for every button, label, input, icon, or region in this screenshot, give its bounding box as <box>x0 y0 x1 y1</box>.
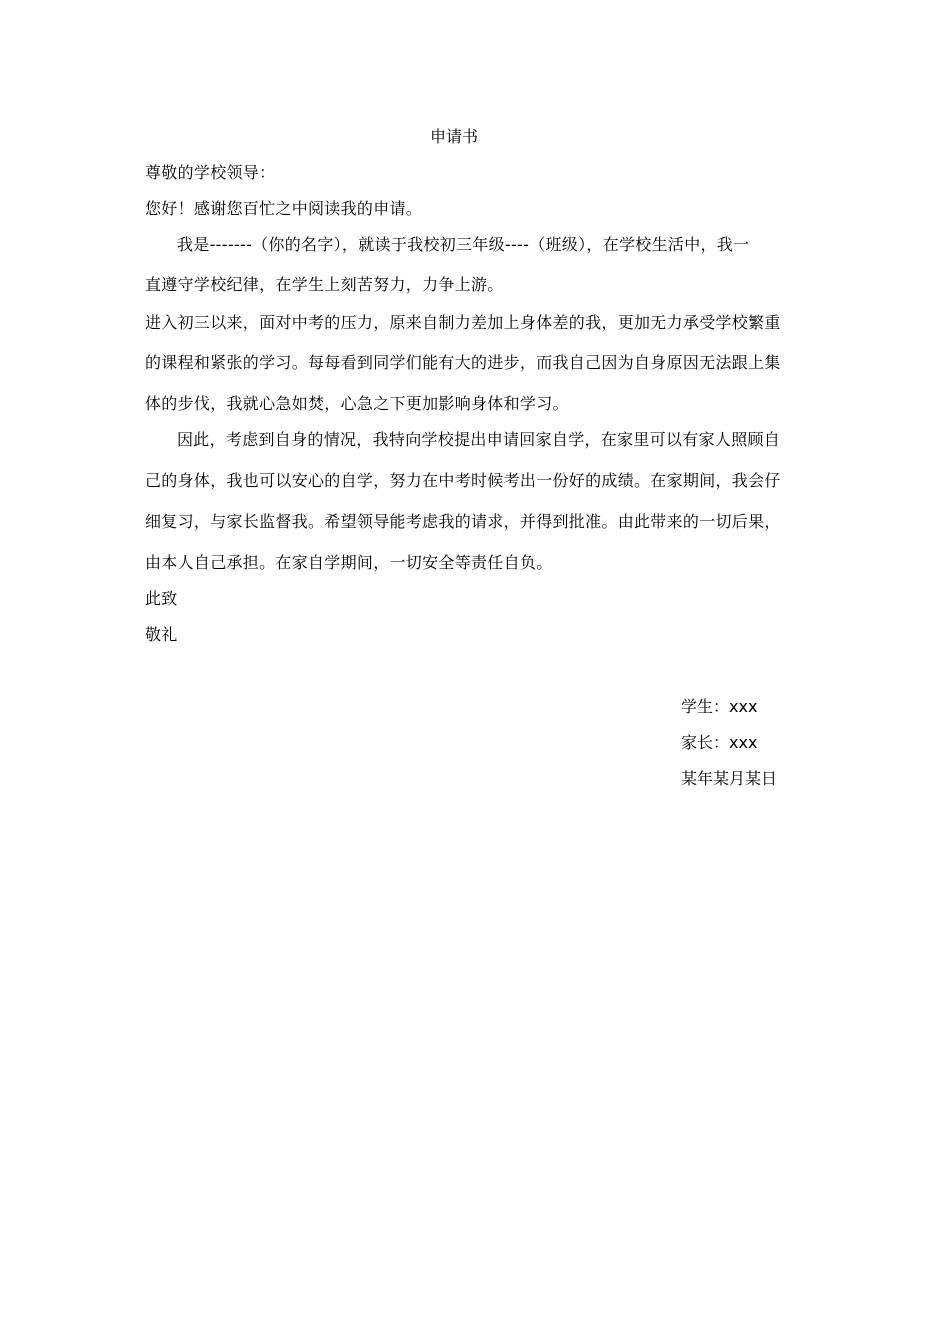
salutation: 尊敬的学校领导： <box>145 163 276 182</box>
paragraph3-line1: 因此，考虑到自身的情况，我特向学校提出申请回家自学，在家里可以有家人照顾自 <box>177 430 781 449</box>
paragraph3-line2: 己的身体，我也可以安心的自学，努力在中考时候考出一份好的成绩。在家期间，我会仔 <box>145 471 781 490</box>
signature-student: 学生：xxx <box>681 697 758 716</box>
greeting: 您好！感谢您百忙之中阅读我的申请。 <box>145 199 423 218</box>
document-title: 申请书 <box>429 127 478 146</box>
signature-parent: 家长：xxx <box>681 733 758 752</box>
paragraph2-line1: 进入初三以来，面对中考的压力，原来自制力差加上身体差的我，更加无力承受学校繁重 <box>145 313 781 332</box>
closing-line1: 此致 <box>145 589 178 608</box>
paragraph1-line2: 直遵守学校纪律，在学生上刻苦努力，力争上游。 <box>145 275 504 294</box>
paragraph2-line3: 体的步伐，我就心急如焚，心急之下更加影响身体和学习。 <box>145 394 569 413</box>
signature-date: 某年某月某日 <box>681 769 778 788</box>
paragraph2-line2: 的课程和紧张的学习。每每看到同学们能有大的进步，而我自己因为自身原因无法跟上集 <box>145 353 781 372</box>
closing-line2: 敬礼 <box>145 625 178 644</box>
paragraph1-line1: 我是-------（你的名字），就读于我校初三年级----（班级），在学校生活中，我一 <box>177 235 750 254</box>
paragraph3-line3: 细复习，与家长监督我。希望领导能考虑我的请求，并得到批准。由此带来的一切后果， <box>145 512 781 531</box>
paragraph3-line4: 由本人自己承担。在家自学期间，一切安全等责任自负。 <box>145 553 553 572</box>
